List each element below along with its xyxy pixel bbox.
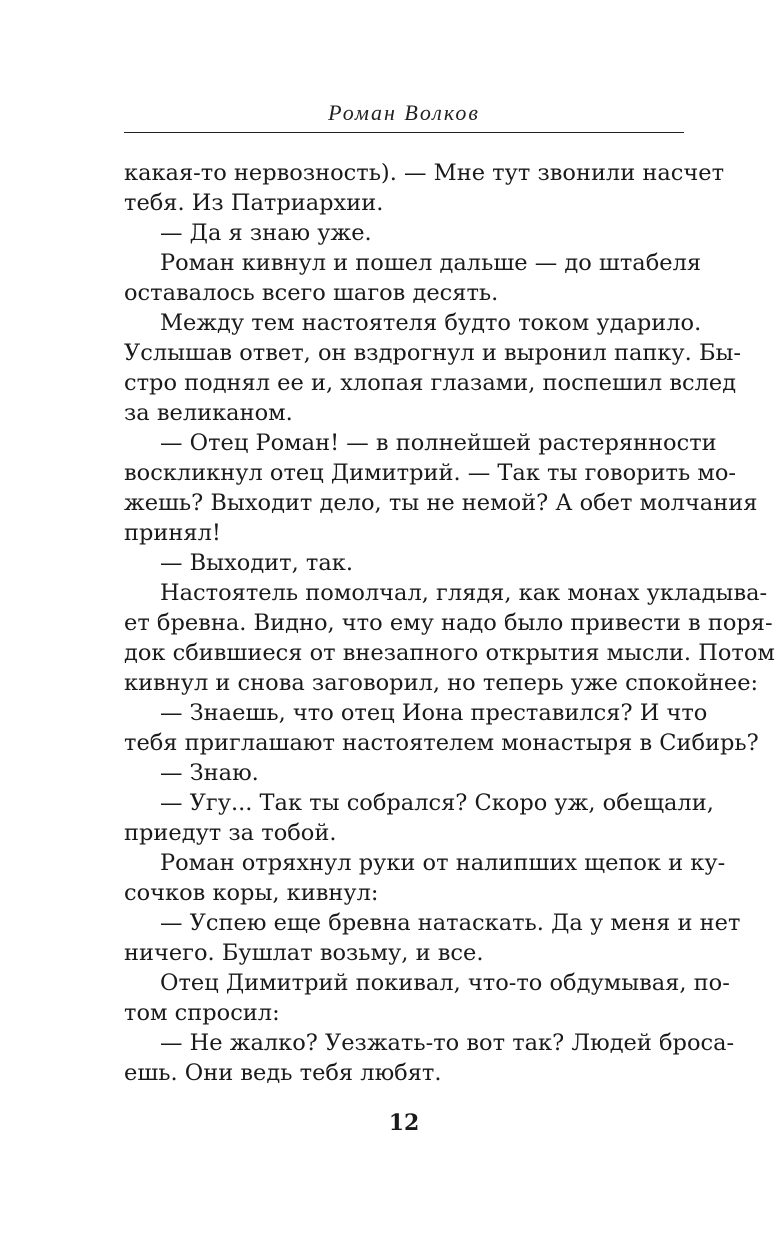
text-line: какая-то нервозность). — Мне тут звонили насчет <box>124 160 725 186</box>
text-line: том спросил: <box>124 1000 280 1026</box>
text-line: Роман кивнул и пошел дальше — до штабеля <box>160 250 702 276</box>
text-line: воскликнул отец Димитрий. — Так ты говорить мо- <box>124 460 737 486</box>
text-line: — Да я знаю уже. <box>160 220 372 246</box>
page-body-text <box>124 158 775 1088</box>
text-line: Отец Димитрий покивал, что-то обдумывая, по- <box>160 970 730 996</box>
text-line: ет бревна. Видно, что ему надо было привести в поря- <box>124 610 773 636</box>
text-line: док сбившиеся от внезапного открытия мысли. Потом <box>124 640 775 666</box>
text-line: приедут за тобой. <box>124 820 337 846</box>
text-line: сочков коры, кивнул: <box>124 880 379 906</box>
text-line: — Знаешь, что отец Иона преставился? И что <box>160 700 708 726</box>
text-line: тебя. Из Патриархии. <box>124 190 384 216</box>
text-line: кивнул и снова заговорил, но теперь уже спокойнее: <box>124 670 759 696</box>
text-line: за великаном. <box>124 400 293 426</box>
text-line: — Успею еще бревна натаскать. Да у меня и нет <box>160 910 741 936</box>
text-line: тебя приглашают настоятелем монастыря в Сибирь? <box>124 730 759 756</box>
text-line: — Отец Роман! — в полнейшей растерянности <box>160 430 717 456</box>
text-line: ешь. Они ведь тебя любят. <box>124 1060 442 1086</box>
text-line: — Знаю. <box>160 760 259 786</box>
text-line: ничего. Бушлат возьму, и все. <box>124 940 484 966</box>
text-line: Между тем настоятеля будто током ударило. <box>160 310 702 336</box>
text-line: — Не жалко? Уезжать-то вот так? Людей броса- <box>160 1030 735 1056</box>
text-line: жешь? Выходит дело, ты не немой? А обет молчания <box>124 490 758 516</box>
text-line: оставалось всего шагов десять. <box>124 280 499 306</box>
running-header: Роман Волков <box>328 100 480 125</box>
text-line: — Выходит, так. <box>160 550 354 576</box>
text-line: Роман отряхнул руки от налипших щепок и ку- <box>160 850 726 876</box>
text-line: принял! <box>124 520 221 546</box>
page-number: 12 <box>388 1110 420 1136</box>
text-line: стро поднял ее и, хлопая глазами, поспешил вслед <box>124 370 737 396</box>
text-line: — Угу... Так ты собрался? Скоро уж, обещали, <box>160 790 714 816</box>
text-line: Настоятель помолчал, глядя, как монах укладыва- <box>160 580 768 606</box>
text-line: Услышав ответ, он вздрогнул и выронил папку. Бы- <box>124 340 742 366</box>
header-rule <box>124 132 684 133</box>
